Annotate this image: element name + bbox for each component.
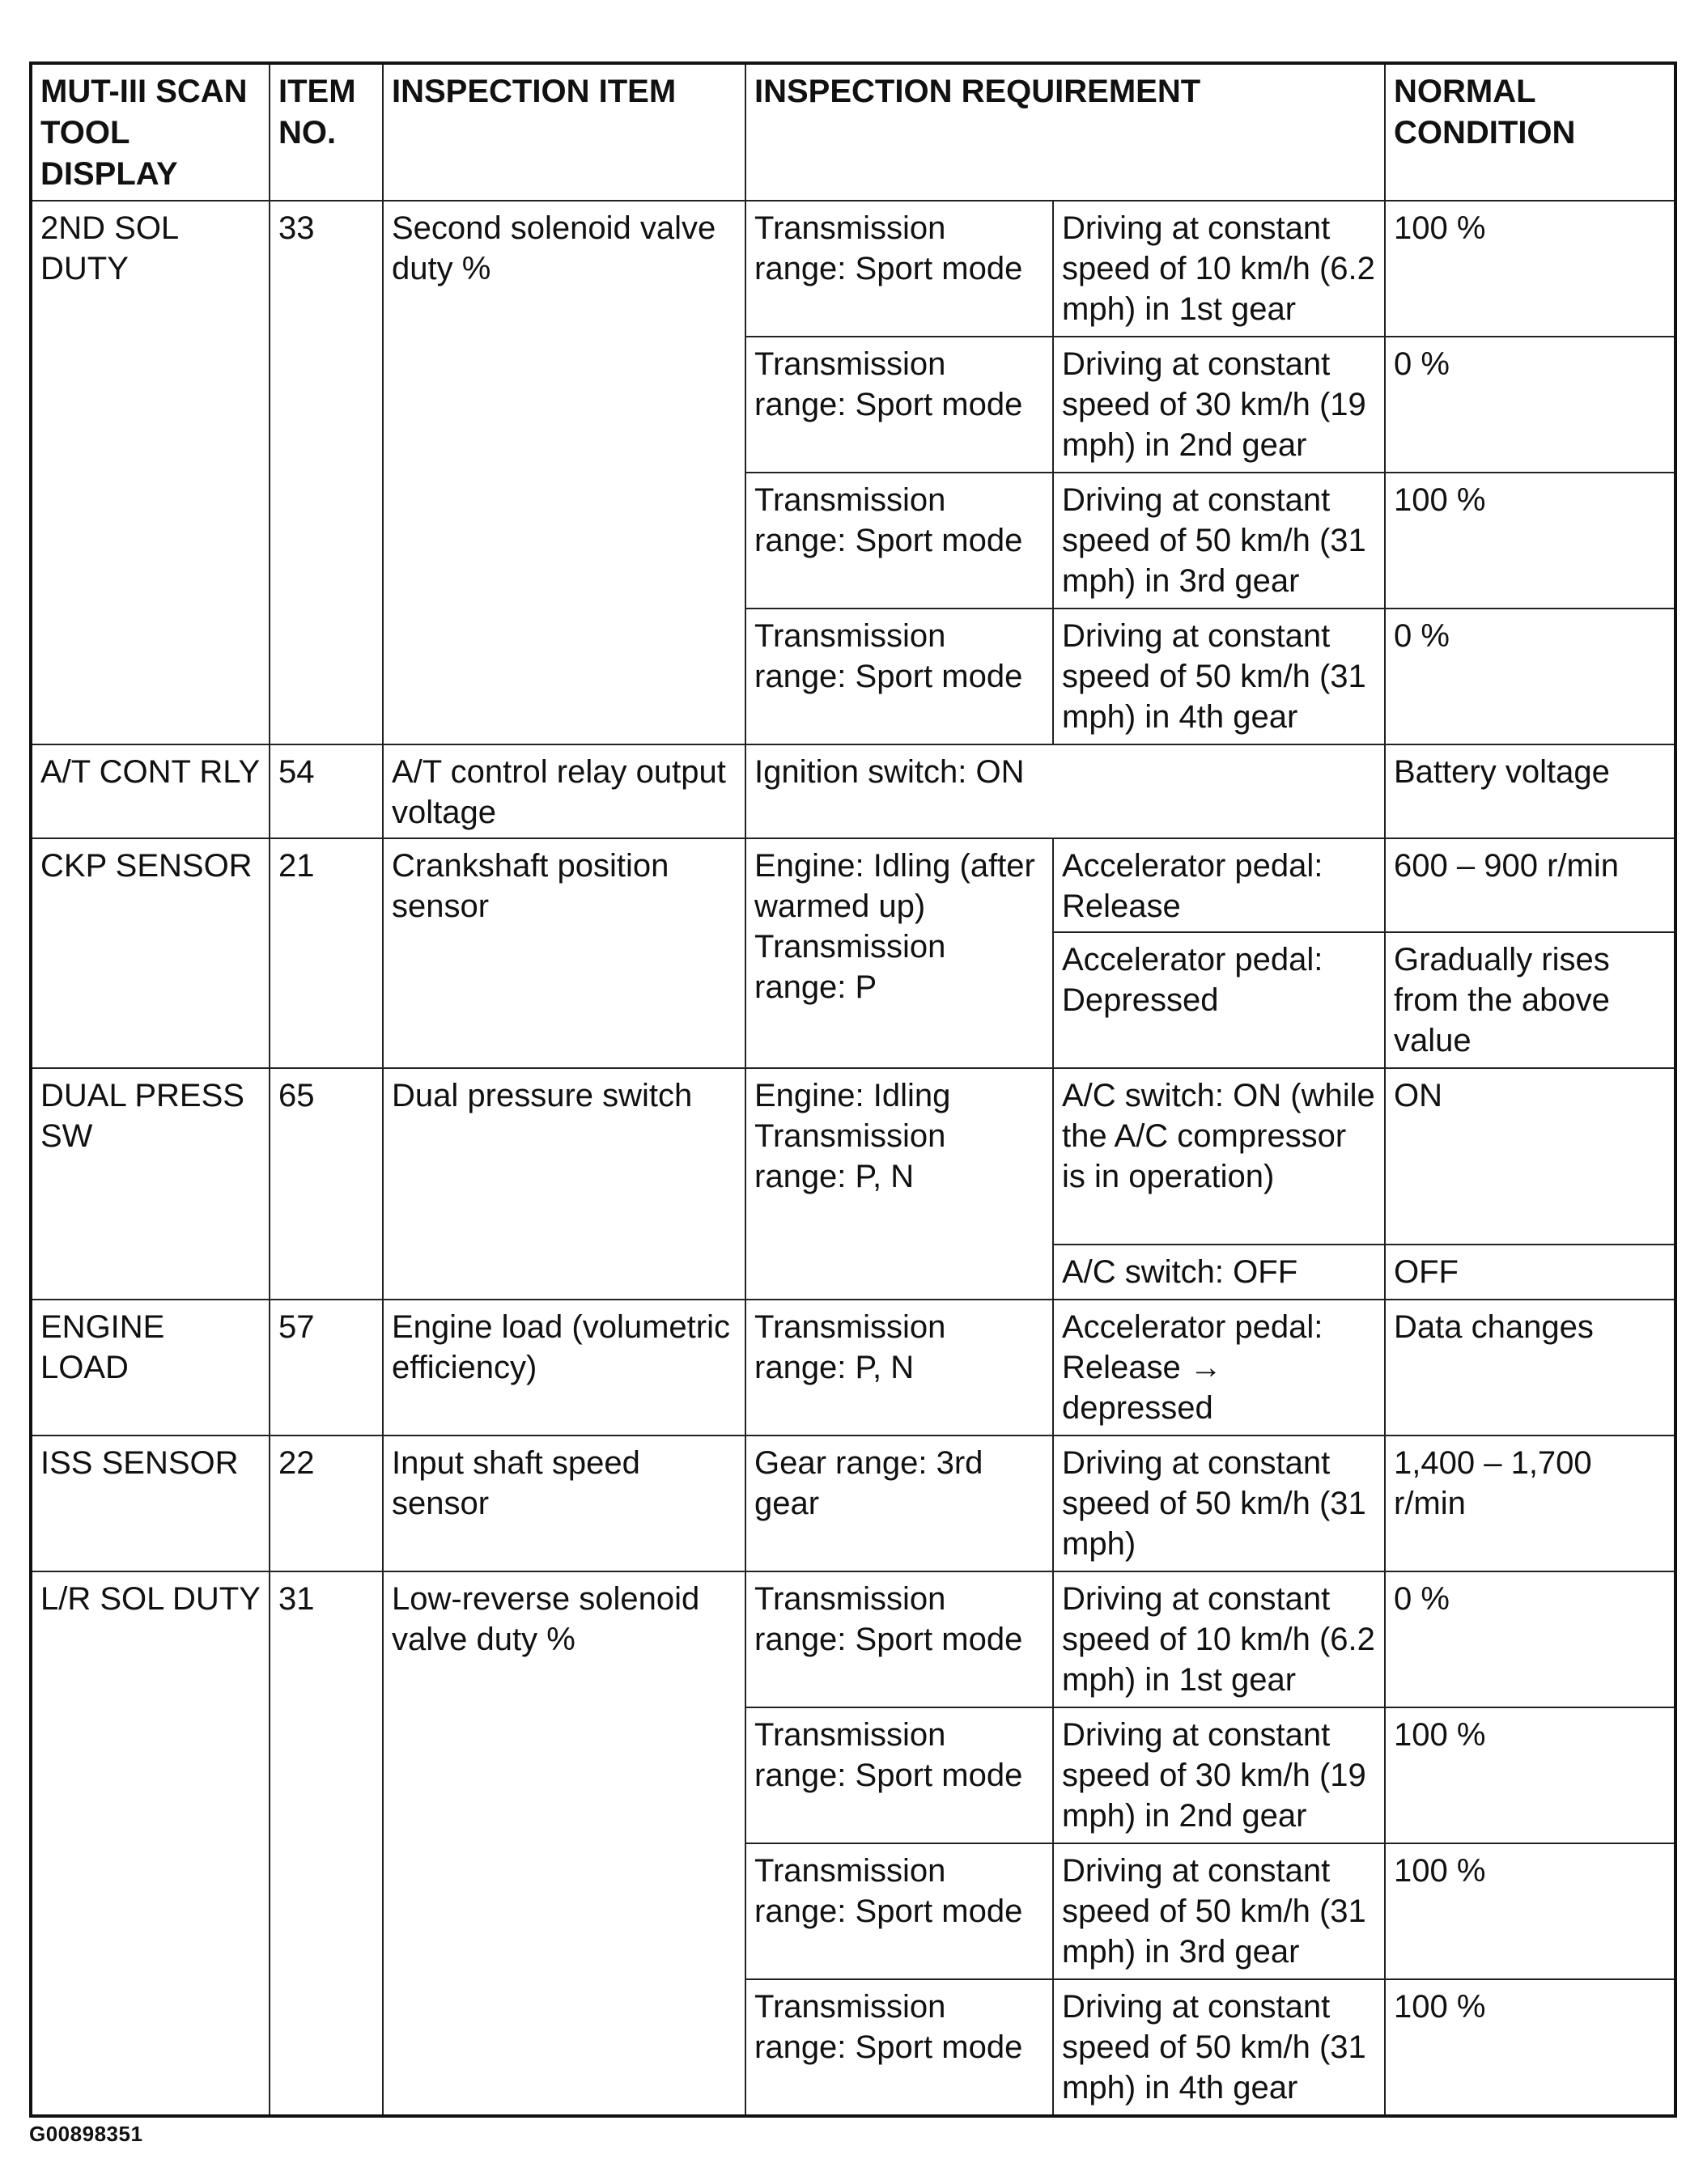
requirement-cell: Engine: Idling (after warmed up) Transmission range: P: [745, 838, 1053, 1068]
normal-condition-cell: 0 %: [1385, 337, 1675, 473]
requirement-cell: Transmission range: Sport mode: [745, 201, 1053, 337]
requirement-detail-cell: Driving at constant speed of 50 km/h (31 mph) in 4th gear: [1053, 609, 1385, 744]
requirement-cell: Transmission range: Sport mode: [745, 337, 1053, 473]
inspection-item-cell: Input shaft speed sensor: [383, 1436, 745, 1571]
item-no-cell: 33: [270, 201, 383, 744]
item-no-cell: 65: [270, 1068, 383, 1300]
requirement-detail-cell: Driving at constant speed of 50 km/h (31 mph) in 3rd gear: [1053, 1843, 1385, 1979]
normal-condition-cell: 100 %: [1385, 1979, 1675, 2116]
requirement-detail-cell: Driving at constant speed of 30 km/h (19 mph) in 2nd gear: [1053, 1707, 1385, 1843]
requirement-cell: Ignition switch: ON: [745, 744, 1385, 838]
normal-condition-cell: 100 %: [1385, 1843, 1675, 1979]
requirement-cell: Transmission range: Sport mode: [745, 1571, 1053, 1707]
header-normal-condition: NORMAL CONDITION: [1385, 63, 1675, 201]
table-row: [31, 744, 1675, 838]
item-no-cell: 21: [270, 838, 383, 1068]
requirement-detail-cell: Accelerator pedal: Release: [1053, 838, 1385, 932]
header-item-no: ITEM NO.: [270, 63, 383, 201]
inspection-item-cell: Low-reverse solenoid valve duty %: [383, 1571, 745, 2116]
normal-condition-cell: 100 %: [1385, 201, 1675, 337]
display-cell: CKP SENSOR: [31, 838, 270, 1068]
display-cell: L/R SOL DUTY: [31, 1571, 270, 2116]
table-row: [31, 1068, 1675, 1245]
item-no-cell: 54: [270, 744, 383, 838]
inspection-table: [29, 61, 1677, 2118]
requirement-detail-cell: Driving at constant speed of 50 km/h (31 mph) in 4th gear: [1053, 1979, 1385, 2116]
requirement-cell: Transmission range: Sport mode: [745, 1979, 1053, 2116]
requirement-detail-cell: Accelerator pedal: Release → depressed: [1053, 1300, 1385, 1436]
requirement-cell: Engine: Idling Transmission range: P, N: [745, 1068, 1053, 1300]
display-cell: ISS SENSOR: [31, 1436, 270, 1571]
table-row: [31, 1436, 1675, 1571]
requirement-cell: Gear range: 3rd gear: [745, 1436, 1053, 1571]
inspection-item-cell: Dual pressure switch: [383, 1068, 745, 1300]
normal-condition-cell: Gradually rises from the above value: [1385, 932, 1675, 1068]
requirement-detail-cell: Driving at constant speed of 10 km/h (6.2 mph) in 1st gear: [1053, 1571, 1385, 1707]
normal-condition-cell: 0 %: [1385, 609, 1675, 744]
requirement-detail-cell: Driving at constant speed of 50 km/h (31 mph) in 3rd gear: [1053, 473, 1385, 609]
header-inspection-requirement: INSPECTION REQUIREMENT: [745, 63, 1385, 201]
figure-code: G00898351: [29, 2122, 143, 2146]
inspection-item-cell: Second solenoid valve duty %: [383, 201, 745, 744]
normal-condition-cell: 600 – 900 r/min: [1385, 838, 1675, 932]
normal-condition-cell: OFF: [1385, 1245, 1675, 1300]
inspection-item-cell: Engine load (volumetric efficiency): [383, 1300, 745, 1436]
requirement-detail-cell: Accelerator pedal: Depressed: [1053, 932, 1385, 1068]
item-no-cell: 57: [270, 1300, 383, 1436]
table-body: [31, 201, 1675, 2116]
normal-condition-cell: 100 %: [1385, 1707, 1675, 1843]
table-row: [31, 1300, 1675, 1436]
requirement-detail-cell: Driving at constant speed of 30 km/h (19 mph) in 2nd gear: [1053, 337, 1385, 473]
display-cell: DUAL PRESS SW: [31, 1068, 270, 1300]
normal-condition-cell: 100 %: [1385, 473, 1675, 609]
requirement-detail-cell: A/C switch: OFF: [1053, 1245, 1385, 1300]
normal-condition-cell: 1,400 – 1,700 r/min: [1385, 1436, 1675, 1571]
table-row: [31, 1571, 1675, 1707]
table-row: [31, 201, 1675, 337]
requirement-detail-cell: A/C switch: ON (while the A/C compressor is in operation): [1053, 1068, 1385, 1245]
inspection-item-cell: A/T control relay output voltage: [383, 744, 745, 838]
normal-condition-cell: Battery voltage: [1385, 744, 1675, 838]
display-cell: ENGINE LOAD: [31, 1300, 270, 1436]
table-header: [31, 63, 1675, 201]
item-no-cell: 22: [270, 1436, 383, 1571]
display-cell: A/T CONT RLY: [31, 744, 270, 838]
requirement-cell: Transmission range: P, N: [745, 1300, 1053, 1436]
requirement-cell: Transmission range: Sport mode: [745, 609, 1053, 744]
normal-condition-cell: Data changes: [1385, 1300, 1675, 1436]
normal-condition-cell: 0 %: [1385, 1571, 1675, 1707]
header-inspection-item: INSPECTION ITEM: [383, 63, 745, 201]
requirement-cell: Transmission range: Sport mode: [745, 1707, 1053, 1843]
table-row: [31, 838, 1675, 932]
inspection-item-cell: Crankshaft position sensor: [383, 838, 745, 1068]
requirement-cell: Transmission range: Sport mode: [745, 1843, 1053, 1979]
item-no-cell: 31: [270, 1571, 383, 2116]
requirement-detail-cell: Driving at constant speed of 10 km/h (6.2 mph) in 1st gear: [1053, 201, 1385, 337]
requirement-cell: Transmission range: Sport mode: [745, 473, 1053, 609]
display-cell: 2ND SOL DUTY: [31, 201, 270, 744]
header-display: MUT-III SCAN TOOL DISPLAY: [31, 63, 270, 201]
requirement-detail-cell: Driving at constant speed of 50 km/h (31 mph): [1053, 1436, 1385, 1571]
header-row: [31, 63, 1675, 201]
normal-condition-cell: ON: [1385, 1068, 1675, 1245]
